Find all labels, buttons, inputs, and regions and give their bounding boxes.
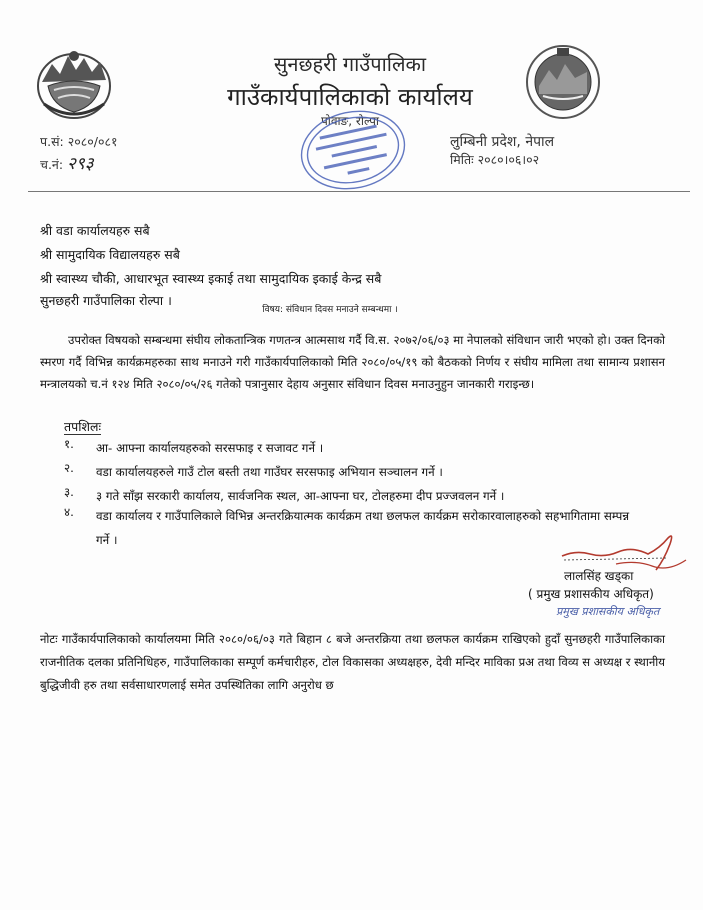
ps-label: प.सं:: [40, 134, 64, 149]
list-item-number: २.: [64, 461, 74, 475]
list-item-text: वडा कार्यालयहरुले गाउँ टोल बस्ती तथा गाउँघर सरसफाइ अभियान सञ्चालन गर्ने ।: [96, 465, 443, 479]
office-location: पोवाङ, रोल्पा: [320, 114, 380, 128]
details-heading: [64, 418, 101, 435]
addressee-line: श्री वडा कार्यालयहरु सबै: [40, 223, 150, 238]
province-label: लुम्बिनी प्रदेश, नेपाल: [450, 134, 555, 150]
list-item-text: वडा कार्यालय र गाउँपालिकाले विभिन्न अन्तरक्रियात्मक कार्यक्रम तथा छलफल कार्यक्रम सरोकारवालाहरुको सहभागितामा सम्पन्न गर्ने ।: [96, 509, 630, 547]
details-heading-text: तपशिलः: [64, 419, 101, 434]
date-label: मितिः: [450, 152, 474, 167]
addressee-line: श्री स्वास्थ्य चौकी, आधारभूत स्वास्थ्य इकाई तथा सामुदायिक इकाई केन्द्र सबै: [40, 271, 382, 286]
signatory-title: ( प्रमुख प्रशासकीय अधिकृत): [528, 587, 654, 601]
fiscal-year-line: [40, 131, 117, 153]
dispatch-number-line: [40, 153, 117, 176]
list-item-number: १.: [64, 437, 74, 451]
chn-value: २९३: [67, 154, 94, 174]
municipality-logo-emblem: [521, 42, 605, 122]
note-text: गाउँकार्यपालिकाको कार्यालयमा मिति २०८०/०६/०३ गते बिहान ८ बजे अन्तरक्रिया तथा छलफल कार्यक्रम राखिएको हुदाँ सुनछहरी गाउँपालिकाका राजनीतिक दलका प्रतिनिधिहरु, गाउँपालिकाका सम्पूर्ण कर्मचारीहरु, टोल विकासका अध्यक्षहरु, देवी मन्दिर माविका प्रअ तथा विव्य स अध्यक्ष र स्थानीय बुद्धिजीवी हरु तथा सर्वसाधारणलाई समेत उपस्थितिका लागि अनुरोध छ: [40, 632, 665, 692]
province-and-date: [450, 133, 554, 169]
letter-subject: विषय: संविधान दिवस मनाउने सम्बन्धमा ।: [262, 305, 398, 315]
addressee-line: सुनछहरी गाउँपालिका रोल्पा ।: [40, 293, 172, 308]
office-name: गाउँकार्यपालिकाको कार्यालय: [227, 83, 473, 111]
nepal-coat-of-arms-emblem: [34, 46, 114, 122]
list-item-number: ३.: [64, 485, 74, 499]
designation-stamp: प्रमुख प्रशासकीय अधिकृत: [556, 605, 660, 618]
list-item-text: आ- आफ्ना कार्यालयहरुको सरसफाइ र सजावट गर्ने ।: [96, 441, 324, 455]
chn-label: च.नं:: [40, 157, 64, 172]
ps-value: २०८०/०८१: [67, 134, 118, 149]
note-block: [40, 628, 665, 697]
list-item-text: ३ गते साँझ सरकारी कार्यालय, सार्वजनिक स्थल, आ-आफ्ना घर, टोलहरुमा दीप प्रज्जवलन गर्ने ।: [96, 489, 505, 503]
office-seal-stamp: [287, 106, 419, 194]
signatory-name: लालसिंह खड्का: [564, 569, 634, 583]
date-line: [450, 151, 554, 169]
addressee-line: श्री सामुदायिक विद्यालयहरु सबै: [40, 247, 180, 262]
municipality-name: सुनछहरी गाउँपालिका: [273, 52, 427, 76]
header-divider: [28, 191, 690, 192]
body-paragraph: उपरोक्त विषयको सम्बन्धमा संघीय लोकतान्त्रिक गणतन्त्र आत्मसाथ गर्दै वि.स. २०७२/०६/०३ मा नेपालको संविधान जारी भएको हो। उक्त दिनको स्मरण गर्दै विभिन्न कार्यक्रमहरुका साथ मनाउने गरी गाउँकार्यपालिकाको मिति २०८०/०५/१९ को बैठकको निर्णय र संघीय मामिला तथा सामान्य प्रशासन मन्त्रालयको च.नं १२४ मिति २०८०/०५/२६ गतेको पत्रानुसार देहाय अनुसार संविधान दिवस मनाउनुहुन जानकारी गराइन्छ।: [40, 333, 665, 391]
list-item-number: ४.: [64, 505, 74, 519]
reference-numbers: [40, 131, 117, 176]
date-value: २०८०।०६।०२: [477, 152, 540, 167]
note-label: नोटः: [40, 632, 58, 646]
